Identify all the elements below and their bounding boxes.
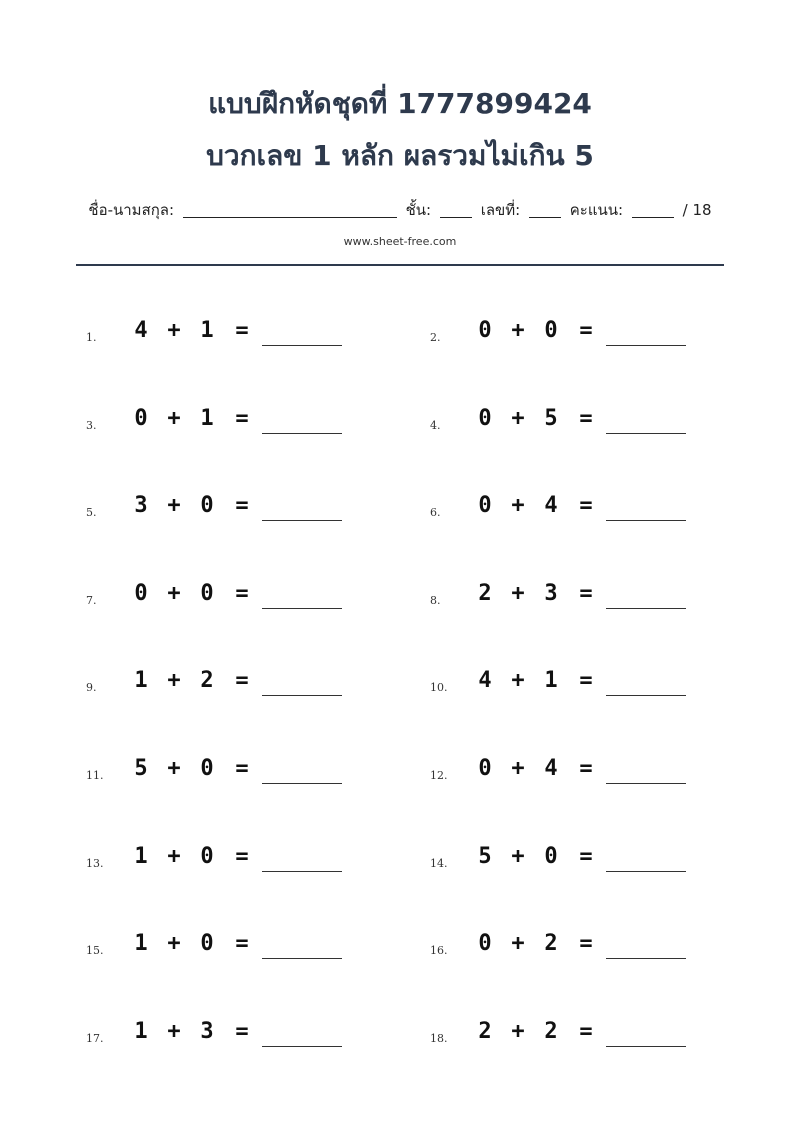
problem-expression — [472, 493, 608, 518]
equals-sign: = — [579, 318, 593, 343]
operand-b: 0 — [200, 843, 214, 869]
operand-a: 4 — [134, 318, 148, 343]
equals-sign: = — [579, 405, 593, 431]
answer-blank[interactable] — [606, 1045, 686, 1047]
equals-sign: = — [235, 843, 249, 869]
operand-a: 0 — [478, 318, 492, 343]
problem-expression — [128, 318, 264, 343]
problem-expression — [128, 931, 264, 956]
problem-number: 8. — [430, 593, 441, 607]
equals-sign: = — [579, 580, 593, 606]
problem-item — [430, 487, 770, 527]
problem-item — [86, 662, 426, 702]
plus-sign: + — [167, 668, 181, 694]
operand-b: 0 — [200, 493, 214, 519]
answer-blank[interactable] — [262, 519, 342, 521]
answer-blank[interactable] — [262, 694, 342, 696]
problem-number: 15. — [86, 944, 104, 958]
operand-b: 2 — [200, 668, 214, 694]
plus-sign: + — [167, 843, 181, 869]
operand-b: 3 — [200, 1018, 214, 1044]
equals-sign: = — [235, 931, 249, 957]
problem-item — [430, 575, 770, 615]
problem-expression — [472, 406, 608, 431]
problem-item — [430, 750, 770, 790]
score-label: คะแนน: — [569, 201, 624, 219]
problem-item — [430, 925, 770, 965]
equals-sign: = — [579, 668, 593, 694]
equals-sign: = — [235, 580, 249, 606]
problem-number: 5. — [86, 506, 97, 520]
operand-b: 1 — [200, 405, 214, 431]
operand-b: 1 — [200, 318, 214, 343]
score-total: / 18 — [682, 201, 712, 219]
problem-number: 6. — [430, 506, 441, 520]
plus-sign: + — [511, 580, 525, 606]
operand-a: 2 — [478, 1018, 492, 1044]
student-info-row — [0, 198, 800, 222]
answer-blank[interactable] — [606, 607, 686, 609]
problem-number: 11. — [86, 769, 104, 782]
plus-sign: + — [511, 318, 525, 343]
problem-number: 4. — [430, 418, 441, 432]
operand-b: 0 — [544, 318, 558, 343]
name-label: ชื่อ-นามสกุล: — [88, 201, 175, 219]
operand-b: 0 — [200, 580, 214, 606]
operand-a: 0 — [478, 493, 492, 519]
plus-sign: + — [167, 318, 181, 343]
equals-sign: = — [235, 668, 249, 694]
problem-expression — [128, 406, 264, 431]
plus-sign: + — [511, 931, 525, 957]
problem-expression — [472, 668, 608, 693]
answer-blank[interactable] — [606, 782, 686, 784]
problem-item — [86, 925, 426, 965]
equals-sign: = — [235, 756, 249, 781]
operand-a: 0 — [478, 756, 492, 781]
problem-item — [86, 1013, 426, 1053]
answer-blank[interactable] — [262, 782, 342, 784]
answer-blank[interactable] — [606, 957, 686, 959]
operand-b: 0 — [544, 843, 558, 869]
answer-blank[interactable] — [262, 607, 342, 609]
plus-sign: + — [511, 405, 525, 431]
operand-b: 0 — [200, 931, 214, 957]
operand-b: 5 — [544, 405, 558, 431]
equals-sign: = — [235, 1018, 249, 1044]
problem-number: 14. — [430, 856, 448, 870]
answer-blank[interactable] — [606, 870, 686, 872]
operand-a: 4 — [478, 668, 492, 694]
class-label: ชั้น: — [405, 201, 432, 219]
student-number-label: เลขที่: — [480, 201, 521, 219]
score-field[interactable] — [632, 201, 674, 218]
operand-b: 0 — [200, 756, 214, 781]
problem-number: 7. — [86, 593, 97, 607]
plus-sign: + — [511, 1018, 525, 1044]
problem-number: 16. — [430, 944, 448, 958]
problem-expression — [472, 318, 608, 343]
problem-item — [86, 838, 426, 878]
problem-expression — [128, 756, 264, 781]
problem-number: 18. — [430, 1031, 448, 1045]
operand-b: 4 — [544, 756, 558, 781]
plus-sign: + — [167, 756, 181, 781]
problem-number: 3. — [86, 418, 97, 432]
operand-a: 1 — [134, 1018, 148, 1044]
problem-expression — [128, 1019, 264, 1044]
problem-item — [430, 662, 770, 702]
operand-b: 1 — [544, 668, 558, 694]
problem-expression — [128, 668, 264, 693]
answer-blank[interactable] — [262, 344, 342, 346]
plus-sign: + — [167, 1018, 181, 1044]
problem-expression — [472, 756, 608, 781]
operand-a: 5 — [134, 756, 148, 781]
operand-a: 1 — [134, 843, 148, 869]
problem-expression — [128, 493, 264, 518]
problem-item — [430, 400, 770, 440]
problem-item — [430, 1013, 770, 1053]
answer-blank[interactable] — [262, 1045, 342, 1047]
name-field[interactable] — [183, 201, 397, 218]
operand-a: 1 — [134, 668, 148, 694]
operand-a: 0 — [134, 405, 148, 431]
equals-sign: = — [579, 931, 593, 957]
problem-expression — [472, 581, 608, 606]
problem-expression — [128, 581, 264, 606]
operand-a: 1 — [134, 931, 148, 957]
plus-sign: + — [167, 493, 181, 519]
problem-number: 2. — [430, 331, 441, 344]
problem-item — [430, 838, 770, 878]
problem-number: 1. — [86, 331, 97, 344]
answer-blank[interactable] — [262, 957, 342, 959]
answer-blank[interactable] — [262, 432, 342, 434]
problem-item — [430, 312, 770, 352]
equals-sign: = — [579, 1018, 593, 1044]
header-divider — [76, 264, 724, 266]
plus-sign: + — [511, 493, 525, 519]
plus-sign: + — [167, 931, 181, 957]
problem-number: 12. — [430, 769, 448, 782]
problem-expression — [472, 931, 608, 956]
answer-blank[interactable] — [606, 344, 686, 346]
operand-a: 0 — [478, 931, 492, 957]
problem-expression — [472, 1019, 608, 1044]
equals-sign: = — [235, 493, 249, 519]
answer-blank[interactable] — [262, 870, 342, 872]
operand-b: 4 — [544, 493, 558, 519]
operand-a: 3 — [134, 493, 148, 519]
answer-blank[interactable] — [606, 432, 686, 434]
problem-item — [86, 312, 426, 352]
problem-number: 13. — [86, 856, 104, 870]
operand-a: 0 — [134, 580, 148, 606]
equals-sign: = — [579, 843, 593, 869]
operand-b: 2 — [544, 1018, 558, 1044]
worksheet-subtitle: บวกเลข 1 หลัก ผลรวมไม่เกิน 5 — [206, 139, 594, 172]
plus-sign: + — [167, 405, 181, 431]
equals-sign: = — [579, 493, 593, 519]
problem-item — [86, 487, 426, 527]
website-url: www.sheet-free.com — [343, 235, 457, 248]
operand-a: 2 — [478, 580, 492, 606]
student-number-field[interactable] — [529, 201, 561, 218]
equals-sign: = — [579, 756, 593, 781]
plus-sign: + — [511, 756, 525, 781]
operand-b: 3 — [544, 580, 558, 606]
plus-sign: + — [511, 668, 525, 694]
class-field[interactable] — [440, 201, 472, 218]
equals-sign: = — [235, 405, 249, 431]
problem-expression — [472, 844, 608, 869]
problem-number: 9. — [86, 681, 97, 695]
operand-a: 5 — [478, 843, 492, 869]
problem-item — [86, 575, 426, 615]
problem-item — [86, 400, 426, 440]
problem-number: 17. — [86, 1031, 104, 1045]
problem-number: 10. — [430, 681, 448, 695]
equals-sign: = — [235, 318, 249, 343]
plus-sign: + — [511, 843, 525, 869]
operand-b: 2 — [544, 931, 558, 957]
answer-blank[interactable] — [606, 694, 686, 696]
worksheet-title: แบบฝึกหัดชุดที่ 1777899424 — [208, 87, 592, 120]
problem-expression — [128, 844, 264, 869]
answer-blank[interactable] — [606, 519, 686, 521]
problem-item — [86, 750, 426, 790]
plus-sign: + — [167, 580, 181, 606]
operand-a: 0 — [478, 405, 492, 431]
